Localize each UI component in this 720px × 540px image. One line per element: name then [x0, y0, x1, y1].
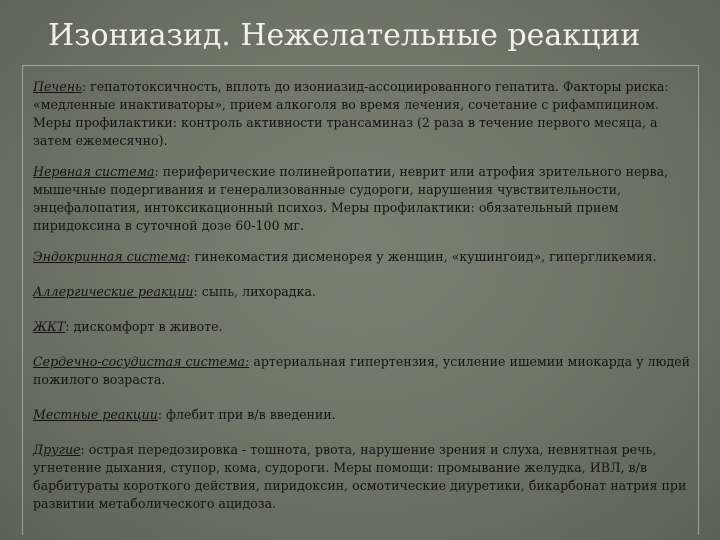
section-cardiovascular-system-text: артериальная гипертензия, усиление ишемии миокарда у людей пожилого возраста.	[33, 354, 691, 387]
section-liver	[33, 78, 693, 150]
section-endocrine-system-term: Эндокринная система	[33, 249, 187, 264]
section-endocrine-system-text: гинекомастия дисменорея у женщин, «кушингоид», гипергликемия.	[194, 249, 657, 264]
section-local-reactions-separator: :	[157, 407, 167, 422]
section-allergic-reactions-separator: :	[193, 284, 202, 299]
section-gi-tract	[33, 318, 693, 336]
section-allergic-reactions	[33, 283, 693, 301]
section-other-separator: :	[80, 442, 89, 457]
section-cardiovascular-system	[33, 353, 693, 389]
section-other-text: острая передозировка - тошнота, рвота, нарушение зрения и слуха, невнятная речь, угнетение дыхания, ступор, кома, судороги. Меры помощи: промывание желудка, ИВЛ, в/в барбитураты короткого действия, пиридоксин, осмотические диуретики, бикарбонат натрия при развитии метаболического ацидоза.	[33, 442, 687, 511]
section-local-reactions-term: Местные реакции	[33, 407, 158, 422]
section-endocrine-system	[33, 248, 693, 266]
section-gi-tract-text: дискомфорт в животе.	[73, 319, 223, 334]
section-local-reactions-text: флебит при в/в введении.	[166, 407, 336, 422]
section-cardiovascular-system-term: Сердечно-сосудистая система:	[33, 354, 250, 369]
section-gi-tract-separator: :	[65, 319, 74, 334]
slide-title: Изониазид. Нежелательные реакции	[48, 18, 641, 53]
section-other-term: Другие	[33, 442, 81, 457]
section-endocrine-system-separator: :	[186, 249, 195, 264]
section-nervous-system	[33, 163, 693, 235]
section-gi-tract-term: ЖКТ	[33, 319, 66, 334]
section-allergic-reactions-text: сыпь, лихорадка.	[201, 284, 316, 299]
section-other	[33, 441, 693, 513]
section-liver-term: Печень	[33, 79, 82, 94]
section-nervous-system-term: Нервная система	[33, 164, 155, 179]
section-allergic-reactions-term: Аллергические реакции	[33, 284, 194, 299]
section-nervous-system-separator: :	[154, 164, 163, 179]
section-nervous-system-text: периферические полинейропатии, неврит или атрофия зрительного нерва, мышечные подергивания и генерализованные судороги, нарушения чувствительности, энцефалопатия, интоксикационный психоз. Меры профилактики: обязательный прием пиридоксина в суточной дозе 60-100 мг.	[33, 164, 669, 233]
section-liver-separator: :	[81, 79, 91, 94]
section-liver-text: гепатотоксичность, вплоть до изониазид-ассоциированного гепатита. Факторы риска: «медленные инактиваторы», прием алкоголя во время лечения, сочетание с рифампицином. Меры профилактики: контроль активности трансаминаз (2 раза в течение первого месяца, а затем ежемесячно).	[33, 79, 669, 148]
slide-body	[33, 78, 693, 513]
section-local-reactions	[33, 406, 693, 424]
